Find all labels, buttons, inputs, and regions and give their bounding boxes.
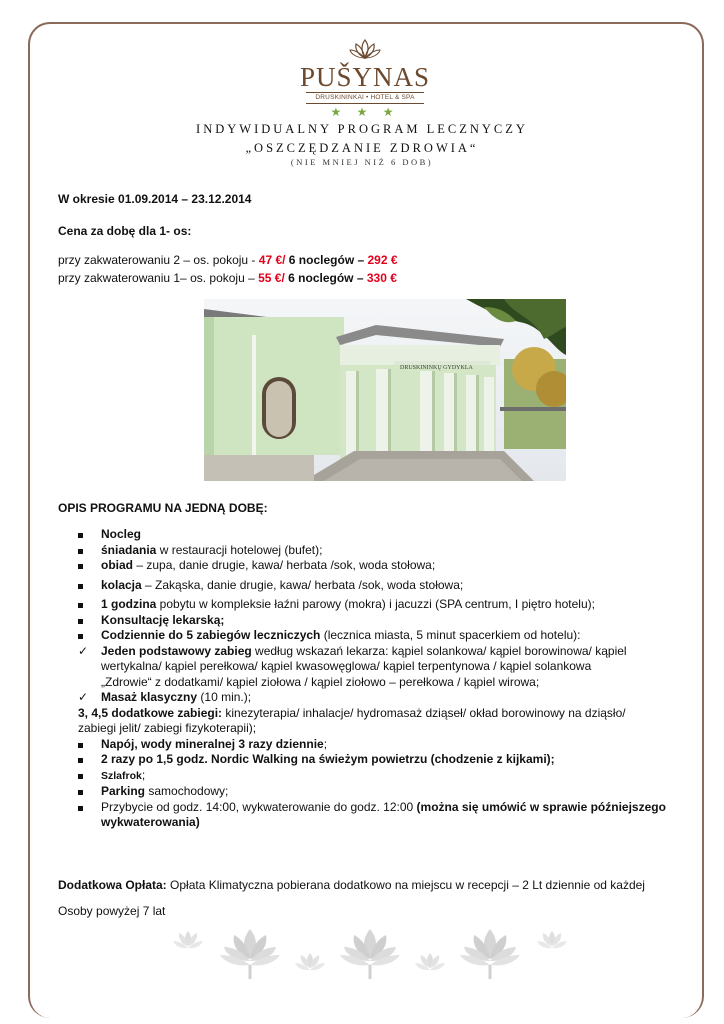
additional-fee-line (58, 877, 645, 893)
program-subtitle: „OSZCZĘDZANIE ZDROWIA“ (245, 141, 479, 155)
checkmark-icon: ✓ (78, 690, 89, 704)
lotus-logo-icon (348, 38, 382, 60)
list-item-text: – Zakąska, danie drugie, kawa/ herbata /sok, woda stołowa; (141, 577, 464, 592)
list-item-text: pobytu w kompleksie łaźni parowy (mokra) i jacuzzi (SPA centrum, I piętro hotelu); (156, 597, 595, 611)
list-item-bold: Szlafrok (101, 769, 142, 782)
list-item (78, 768, 678, 785)
period-line: W okresie 01.09.2014 – 23.12.2014 (58, 192, 252, 206)
list-item-text: „Zdrowie“ z dodatkami/ kąpiel ziołowa / kąpiel ziołowo – perełkowa / kąpiel wirowa; (101, 674, 540, 689)
price-single-total: 330 € (366, 271, 397, 285)
price-double-nights: 6 noclegów – (285, 253, 368, 267)
list-item (78, 558, 678, 574)
list-item-bold: Jeden podstawowy zabieg (101, 643, 252, 658)
list-item (78, 613, 678, 629)
fee-label: Dodatkowa Opłata: (58, 878, 167, 892)
list-item-bold: 2 razy po 1,5 godz. Nordic Walking na świeżym powietrzu (chodzenie z kijkami); (101, 752, 555, 766)
list-item (78, 800, 678, 831)
program-header: OPIS PROGRAMU NA JEDNĄ DOBĘ: (58, 501, 268, 515)
logo-name: PUŠYNAS (300, 62, 431, 92)
list-item (78, 543, 678, 559)
price-double-per-night: 47 €/ (258, 253, 286, 267)
list-item (78, 752, 678, 768)
program-duration-note: (NIE MNIEJ NIŻ 6 DOB) (290, 157, 434, 167)
list-item-bold: Napój, wody mineralnej 3 razy dziennie (101, 736, 324, 751)
price-double-total: 292 € (367, 253, 398, 267)
list-item-bold: Masaż klasyczny (101, 690, 198, 704)
list-item-text: wertykalna/ kąpiel perełkowa/ kąpiel kwasowęglowa/ kąpiel terpentynowa / kąpiel solankowa (101, 659, 592, 673)
list-item-bold: śniadania (101, 542, 157, 557)
list-item-bold: 1 godzina (101, 597, 157, 611)
list-item (78, 737, 678, 753)
photo-sign: DRUSKININKŲ GYDYKLA (400, 365, 473, 371)
price-single-text: przy zakwaterowaniu 1– os. pokoju – (58, 271, 259, 285)
list-item (78, 578, 678, 594)
price-single-per-night: 55 €/ (258, 271, 285, 285)
list-item-text: w restauracji hotelowej (bufet); (156, 542, 323, 557)
logo-stars: ★ ★ ★ (330, 105, 400, 119)
price-line-single (58, 270, 397, 286)
price-line-double (58, 252, 398, 268)
list-item (78, 644, 678, 691)
list-item (78, 597, 678, 613)
checkmark-icon: ✓ (78, 643, 89, 658)
logo-subtitle: DRUSKININKAI • HOTEL & SPA (306, 92, 424, 104)
list-item-bold: kolacja (101, 577, 142, 592)
price-double-text: przy zakwaterowaniu 2 – os. pokoju - (58, 253, 259, 267)
price-header: Cena za dobę dla 1- os: (58, 224, 192, 238)
program-list (78, 527, 678, 831)
fee-text: Opłata Klimatyczna pobierana dodatkowo na miejscu w recepcji – 2 Lt dziennie od każdej (166, 878, 645, 892)
list-item-bold: Nocleg (101, 527, 142, 541)
list-item (78, 784, 678, 800)
list-item-bold: Codziennie do 5 zabiegów leczniczych (101, 628, 321, 642)
list-item-text: według wskazań lekarza: kąpiel solankowa/ kąpiel borowinowa/ kąpiel (251, 643, 627, 658)
fee-age-note: Osoby powyżej 7 lat (58, 904, 166, 918)
spa-building-photo (204, 299, 566, 481)
list-item (78, 706, 678, 737)
price-single-nights: 6 noclegów – (284, 271, 367, 285)
list-item-bold: wykwaterowania) (101, 815, 200, 829)
list-item-text: kinezyterapia/ inhalacje/ hydromasaż dziąseł/ okład borowinowy na dziąsło/ (222, 705, 626, 720)
page-frame (28, 22, 704, 1018)
list-item (78, 527, 678, 543)
list-item-text: samochodowy; (145, 784, 229, 798)
list-item-text: (10 min.); (197, 690, 252, 704)
list-item-text: zabiegi jelit/ zabiegi fizykoterapii); (78, 721, 257, 735)
program-title: INDYWIDUALNY PROGRAM LECZNYCZY (196, 122, 528, 136)
list-item-text: ; (141, 767, 146, 782)
list-item-bold: obiad (101, 558, 133, 572)
list-item (78, 628, 678, 644)
lotus-pattern-decoration (170, 925, 570, 991)
list-item-text: ; (323, 736, 328, 751)
list-item (78, 690, 678, 706)
list-item-bold: 3, 4,5 dodatkowe zabiegi: (78, 705, 223, 720)
list-item-bold: (można się umówić w sprawie późniejszego (416, 799, 666, 814)
list-item-text: Przybycie od godz. 14:00, wykwaterowanie do godz. 12:00 (101, 799, 417, 814)
list-item-text: – zupa, danie drugie, kawa/ herbata /sok, woda stołowa; (133, 558, 436, 572)
list-item-text: (lecznica miasta, 5 minut spacerkiem od hotelu): (320, 628, 581, 642)
list-item-bold: Parking (101, 784, 146, 798)
hotel-logo (300, 38, 431, 119)
list-item-bold: Konsultację lekarską; (101, 612, 225, 627)
